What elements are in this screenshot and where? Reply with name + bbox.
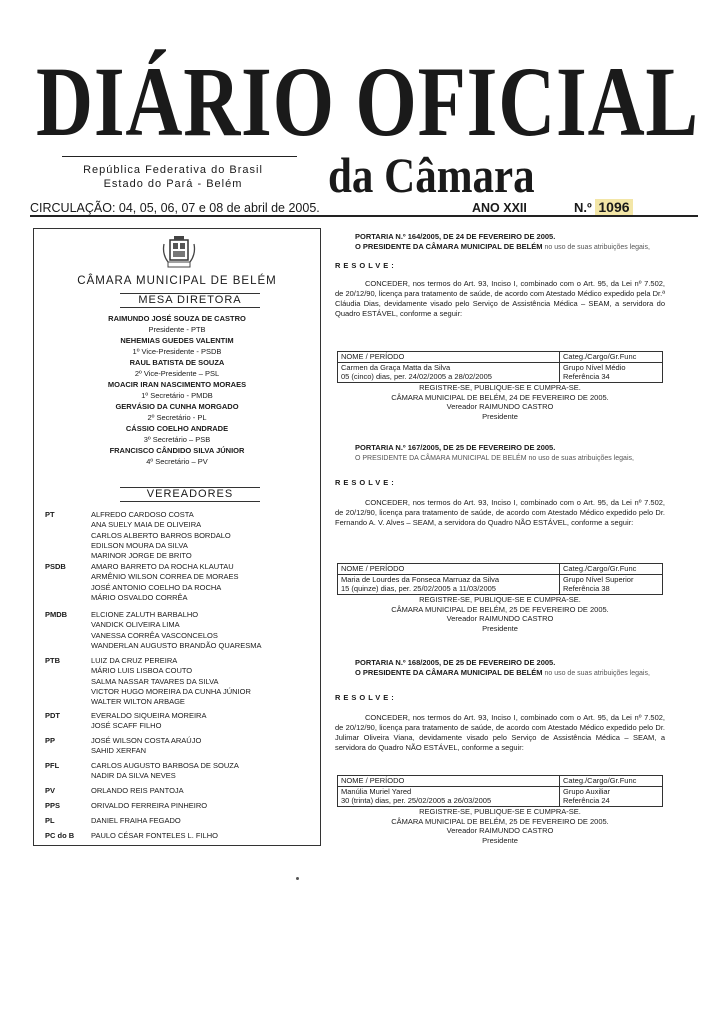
member-name: CÁSSIO COELHO ANDRADE <box>125 424 229 433</box>
portaria-164 <box>335 232 665 319</box>
vereador-name: ORIVALDO FERREIRA PINHEIRO <box>91 801 208 810</box>
vereador-name: ELCIONE ZALUTH BARBALHO <box>91 610 199 619</box>
intro-bold: O PRESIDENTE DA CÂMARA MUNICIPAL DE BELÉM <box>355 668 543 677</box>
portaria-168-table <box>337 775 663 807</box>
circulation-rule <box>30 215 698 217</box>
year-label: ANO XXII <box>472 201 527 215</box>
intro-rest: no uso de suas atribuições legais, <box>526 455 634 462</box>
vereador-name: NADIR DA SILVA NEVES <box>91 771 176 781</box>
portaria-intro <box>335 242 665 253</box>
mesa-member <box>33 423 321 445</box>
member-role: 4º Secretário – PV <box>146 457 208 466</box>
sig-line: REGISTRE-SE, PUBLIQUE-SE E CUMPRA-SE. <box>419 807 581 816</box>
vereador-name: LUIZ DA CRUZ PEREIRA <box>91 656 178 665</box>
party-label: PFL <box>45 761 60 770</box>
table-row <box>338 787 662 797</box>
member-role: 2º Vice-Presidente – PSL <box>134 369 220 378</box>
party-label: PP <box>45 736 56 745</box>
portaria-168 <box>335 658 665 753</box>
mesa-member <box>33 335 321 357</box>
party-members <box>91 711 206 732</box>
vereador-name: PAULO CÉSAR FONTELES L. FILHO <box>91 831 218 840</box>
vereador-name: ORLANDO REIS PANTOJA <box>91 786 184 795</box>
republic-text: República Federativa do Brasil <box>83 164 263 176</box>
intro-bold: O PRESIDENTE DA CÂMARA MUNICIPAL DE BELÉM <box>355 455 527 462</box>
table-row <box>338 363 662 373</box>
party-group <box>33 610 321 656</box>
portaria-167-table <box>337 563 663 595</box>
portaria-164-signature <box>337 383 663 421</box>
portaria-title: PORTARIA N.º 167/2005, DE 25 DE FEVEREIRO DE 2005. <box>355 443 556 452</box>
table-header <box>338 352 662 363</box>
member-name: FRANCISCO CÂNDIDO SILVA JÚNIOR <box>109 446 245 455</box>
vereador-name: SALMA NASSAR TAVARES DA SILVA <box>91 676 219 686</box>
party-label: PSDB <box>45 562 66 571</box>
party-group <box>33 801 321 816</box>
portaria-167-signature <box>337 595 663 633</box>
portaria-168-signature <box>337 807 663 845</box>
vereador-name: JOSÉ WILSON COSTA ARAÚJO <box>91 736 202 745</box>
vereador-name: EDILSON MOURA DA SILVA <box>91 540 188 550</box>
mesa-member <box>33 357 321 379</box>
table-cell: Grupo Nível Médio <box>563 362 626 372</box>
sig-role: Presidente <box>482 411 518 421</box>
table-cell: Referência 34 <box>563 372 610 381</box>
sig-line: REGISTRE-SE, PUBLIQUE-SE E CUMPRA-SE. <box>419 595 581 604</box>
issue-number-label: N.º <box>574 200 592 215</box>
table-cell: Grupo Auxiliar <box>563 786 611 796</box>
party-group <box>33 656 321 711</box>
coat-of-arms-icon <box>160 236 198 270</box>
vereador-name: ARMÊNIO WILSON CORREA DE MORAES <box>91 572 239 582</box>
header-cell: Categ./Cargo/Gr.Func <box>563 352 637 361</box>
sig-line: CÂMARA MUNICIPAL DE BELÉM, 24 DE FEVEREIRO DE 2005. <box>391 392 609 402</box>
table-row <box>338 372 662 382</box>
camara-name: CÂMARA MUNICIPAL DE BELÉM <box>77 275 277 287</box>
party-members <box>91 816 181 826</box>
sig-signer: Vereador RAIMUNDO CASTRO <box>446 402 554 411</box>
mesa-member <box>33 401 321 423</box>
resolve-label: RESOLVE: <box>335 693 397 702</box>
intro-rest: no uso de suas atribuições legais, <box>542 244 650 251</box>
vereador-name: MÁRIO LUIS LISBOA COUTO <box>91 666 193 676</box>
vereador-name: ANA SUELY MAIA DE OLIVEIRA <box>91 520 202 530</box>
sig-line: REGISTRE-SE, PUBLIQUE-SE E CUMPRA-SE. <box>419 383 581 392</box>
party-members <box>91 831 218 841</box>
vereador-name: VANDICK OLIVEIRA LIMA <box>91 620 180 630</box>
table-row <box>338 575 662 585</box>
party-members <box>91 786 184 796</box>
header-cell: NOME / PERÍODO <box>338 564 560 574</box>
vereador-name: MARINOR JORGE DE BRITO <box>91 551 192 561</box>
member-role: Presidente - PTB <box>148 325 206 334</box>
party-label: PTB <box>45 656 60 665</box>
member-name: MOACIR IRAN NASCIMENTO MORAES <box>107 380 247 389</box>
mesa-list <box>33 313 321 467</box>
portaria-title: PORTARIA N.º 164/2005, DE 24 DE FEVEREIRO DE 2005. <box>355 232 556 241</box>
portaria-title: PORTARIA N.º 168/2005, DE 25 DE FEVEREIRO DE 2005. <box>355 658 556 667</box>
party-members <box>91 656 251 707</box>
portaria-body: CONCEDER, nos termos do Art. 93, Inciso I, combinado com o Art. 95, da Lei nº 7.502, de 20/12/90, licença para tratamento de saúde, de acordo com Atestado Médico expedido pelo Dr. Julimar Oliveira Viana, devidamente visado pelo Serviço de Assistência Médica – SEAM, a servidora do Quadro NÃO ESTÁVEL, conforme a seguir: <box>335 713 665 752</box>
member-role: 1º Secretário - PMDB <box>141 391 213 400</box>
portaria-164-table <box>337 351 663 383</box>
party-members <box>91 610 261 651</box>
resolve-label: RESOLVE: <box>335 261 397 270</box>
party-members <box>91 736 201 757</box>
sig-line: CÂMARA MUNICIPAL DE BELÉM, 25 DE FEVEREIRO DE 2005. <box>391 816 609 826</box>
scan-speck <box>296 877 299 880</box>
issue-number <box>574 199 633 215</box>
party-members <box>91 761 239 782</box>
circulation-text: CIRCULAÇÃO: 04, 05, 06, 07 e 08 de abril de 2005. <box>30 201 320 215</box>
vereador-name: AMARO BARRETO DA ROCHA KLAUTAU <box>91 562 234 571</box>
vereadores-list <box>33 510 321 846</box>
masthead-title: DIÁRIO OFICIAL <box>36 46 699 157</box>
republic-block <box>78 163 268 191</box>
party-label: PT <box>45 510 55 519</box>
vereador-name: VICTOR HUGO MOREIRA DA CUNHA JÚNIOR <box>91 686 251 696</box>
party-label: PMDB <box>45 610 68 619</box>
party-label: PC do B <box>45 831 75 840</box>
table-row <box>338 584 662 594</box>
table-header <box>338 564 662 575</box>
vereador-name: SAHID XERFAN <box>91 746 147 756</box>
header-cell: NOME / PERÍODO <box>338 352 560 362</box>
portaria-body: CONCEDER, nos termos do Art. 93, Inciso I, combinado com o Art. 95, da Lei nº 7.502, de 20/12/90, licença para tratamento de saúde, de acordo com Atestado Médico expedido pela Dr.ª Cláudia Dias, devidamente visado pelo Serviço de Assistência Médica – SEAM, a servidora do Quadro ESTÁVEL, conforme a seguir: <box>335 279 665 318</box>
table-cell: Carmen da Graça Matta da Silva <box>338 363 560 373</box>
vereador-name: ALFREDO CARDOSO COSTA <box>91 510 194 519</box>
party-group <box>33 816 321 831</box>
party-label: PL <box>45 816 55 825</box>
vereador-name: JOSÉ SCAFF FILHO <box>91 721 162 731</box>
member-name: RAIMUNDO JOSÉ SOUZA DE CASTRO <box>108 314 246 323</box>
party-group <box>33 786 321 801</box>
vereador-name: EVERALDO SIQUEIRA MOREIRA <box>91 711 207 720</box>
table-cell: Maria de Lourdes da Fonseca Marruaz da Silva <box>338 575 560 585</box>
member-name: GERVÁSIO DA CUNHA MORGADO <box>115 402 239 411</box>
party-label: PPS <box>45 801 61 810</box>
table-cell: 05 (cinco) dias, per. 24/02/2005 a 28/02/2005 <box>338 372 560 382</box>
portaria-body: CONCEDER, nos termos do Art. 93, Inciso I, combinado com o Art. 95, da Lei nº 7.502, de 20/12/90, licença para tratamento de saúde, de acordo com Atestado Médico expedido pelo Dr. Fernando A. V. Alves – SEAM, a servidora do Quadro NÃO ESTÁVEL, conforme a seguir: <box>335 498 665 527</box>
intro-bold: O PRESIDENTE DA CÂMARA MUNICIPAL DE BELÉM <box>355 242 543 251</box>
vereador-name: JOSÉ ANTONIO COELHO DA ROCHA <box>91 582 222 592</box>
member-name: NEHEMIAS GUEDES VALENTIM <box>120 336 234 345</box>
member-role: 1º Vice-Presidente - PSDB <box>132 347 222 356</box>
table-cell: Manúlia Muriel Yared <box>338 787 560 797</box>
party-label: PV <box>45 786 56 795</box>
mesa-member <box>33 445 321 467</box>
table-header <box>338 776 662 787</box>
vereador-name: MÁRIO OSVALDO CORRÊA <box>91 592 188 602</box>
table-cell: 15 (quinze) dias, per. 25/02/2005 a 11/03/2005 <box>338 584 560 594</box>
sig-role: Presidente <box>482 623 518 633</box>
intro-rest: no uso de suas atribuições legais, <box>542 670 650 677</box>
party-group <box>33 736 321 761</box>
mesa-member <box>33 379 321 401</box>
member-name: RAUL BATISTA DE SOUZA <box>129 358 225 367</box>
party-group <box>33 510 321 562</box>
masthead-rule <box>62 156 297 157</box>
party-group <box>33 761 321 786</box>
header-cell: Categ./Cargo/Gr.Func <box>563 564 637 573</box>
party-members <box>91 510 231 561</box>
vereador-name: CARLOS AUGUSTO BARBOSA DE SOUZA <box>91 761 239 770</box>
table-cell: Grupo Nível Superior <box>563 574 634 584</box>
sig-role: Presidente <box>482 835 518 845</box>
vereador-name: WALTER WILTON ARBAGE <box>91 697 185 707</box>
state-text: Estado do Pará - Belém <box>103 178 243 190</box>
portaria-intro <box>335 453 665 464</box>
party-group <box>33 831 321 846</box>
issue-number-value: 1096 <box>595 199 632 215</box>
party-group <box>33 562 321 610</box>
sig-line: CÂMARA MUNICIPAL DE BELÉM, 25 DE FEVEREIRO DE 2005. <box>391 604 609 614</box>
party-group <box>33 711 321 736</box>
mesa-heading: MESA DIRETORA <box>120 293 260 308</box>
table-cell: Referência 38 <box>563 584 610 593</box>
member-role: 3º Secretário – PSB <box>143 435 211 444</box>
member-role: 2º Secretário - PL <box>147 413 207 422</box>
party-members <box>91 562 239 603</box>
vereadores-heading: VEREADORES <box>120 487 260 502</box>
portaria-intro <box>335 668 665 679</box>
party-members <box>91 801 207 811</box>
table-cell: Referência 24 <box>563 796 610 805</box>
mesa-member <box>33 313 321 335</box>
vereador-name: CARLOS ALBERTO BARROS BORDALO <box>91 530 231 540</box>
vereador-name: WANDERLAN AUGUSTO BRANDÃO QUARESMA <box>91 640 262 650</box>
header-cell: NOME / PERÍODO <box>338 776 560 786</box>
resolve-label: RESOLVE: <box>335 478 397 487</box>
party-label: PDT <box>45 711 60 720</box>
table-cell: 30 (trinta) dias, per. 25/02/2005 a 26/03/2005 <box>338 796 560 806</box>
vereador-name: DANIEL FRAIHA FEGADO <box>91 816 181 825</box>
sig-signer: Vereador RAIMUNDO CASTRO <box>446 826 554 835</box>
vereador-name: VANESSA CORRÊA VASCONCELOS <box>91 630 218 640</box>
masthead-subtitle: da Câmara <box>328 147 535 203</box>
table-row <box>338 796 662 806</box>
sig-signer: Vereador RAIMUNDO CASTRO <box>446 614 554 623</box>
header-cell: Categ./Cargo/Gr.Func <box>563 776 637 785</box>
portaria-167 <box>335 443 665 528</box>
